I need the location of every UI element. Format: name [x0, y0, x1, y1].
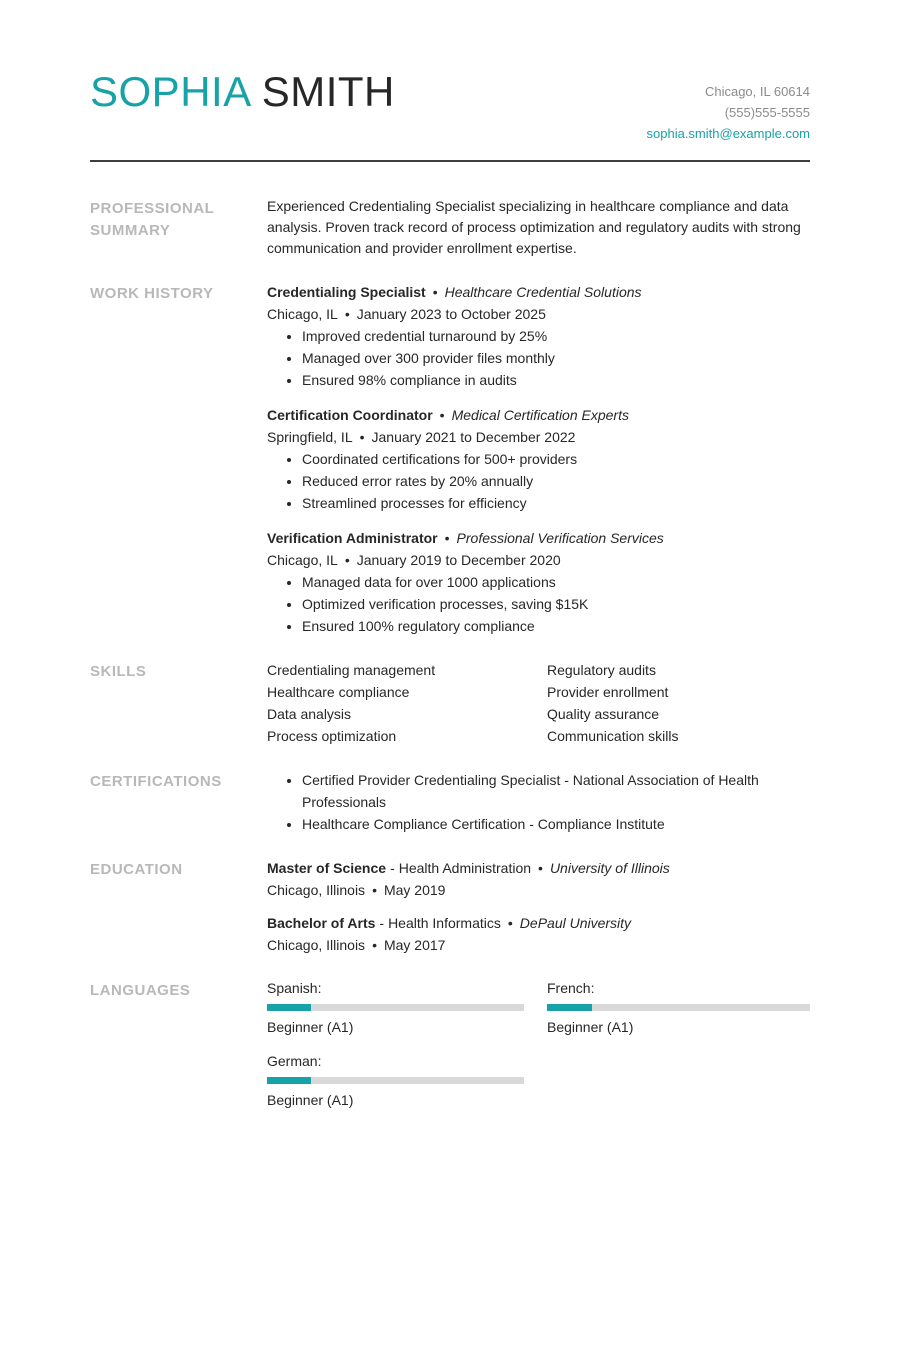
- degree-location: Chicago, Illinois: [267, 937, 366, 953]
- skills-column-1: [267, 659, 524, 747]
- language-level-text: Beginner (A1): [547, 1019, 634, 1035]
- first-name: SOPHIA: [90, 68, 252, 115]
- job-company: Medical Certification Experts: [451, 407, 629, 423]
- skill-item: Communication skills: [547, 728, 679, 744]
- language-entry: [267, 978, 524, 1037]
- job-location: Springfield, IL: [267, 429, 353, 445]
- degree-school: University of Illinois: [549, 860, 670, 876]
- dot-separator: •: [344, 552, 350, 568]
- job-bullet: • Reduced error rates by 20% annually: [302, 470, 810, 492]
- section-professional-summary: [90, 196, 810, 259]
- job-meta-line: [267, 426, 810, 448]
- skill-item: Healthcare compliance: [267, 684, 410, 700]
- dot-separator: •: [444, 530, 450, 546]
- job-entry: [267, 527, 810, 637]
- job-bullet: • Ensured 100% regulatory compliance: [302, 615, 810, 637]
- section-label-work-history: WORK HISTORY: [90, 285, 214, 302]
- job-bullet-list: [267, 448, 810, 514]
- job-company: Professional Verification Services: [456, 530, 664, 546]
- dash-separator: -: [390, 860, 395, 876]
- language-level-bar-fill: [267, 1004, 311, 1011]
- job-bullet: • Optimized verification processes, saving $15K: [302, 593, 810, 615]
- contact-email-link[interactable]: sophia.smith@example.com: [646, 126, 810, 141]
- language-name: German:: [267, 1053, 322, 1069]
- language-level-bar: [267, 1004, 524, 1011]
- degree-name: Master of Science: [267, 860, 387, 876]
- skill-item: Process optimization: [267, 728, 397, 744]
- job-dates: January 2021 to December 2022: [371, 429, 576, 445]
- job-entry: [267, 281, 810, 391]
- dot-separator: •: [344, 306, 350, 322]
- summary-text: Experienced Credentialing Specialist specializing in healthcare compliance and data analysis. Proven track record of process optimization and regulatory audits with strong communication and provider enrollment expertise.: [267, 198, 801, 256]
- language-level-bar: [547, 1004, 810, 1011]
- section-label-professional-summary: PROFESSIONAL SUMMARY: [90, 200, 215, 239]
- contact-location: Chicago, IL 60614: [704, 84, 810, 99]
- job-location: Chicago, IL: [267, 306, 338, 322]
- job-title-line: [267, 527, 810, 549]
- skill-item: Credentialing management: [267, 662, 436, 678]
- job-meta-line: [267, 549, 810, 571]
- section-certifications: [90, 769, 810, 835]
- job-title-line: [267, 404, 810, 426]
- education-entry: [267, 912, 810, 956]
- section-work-history: [90, 281, 810, 637]
- certification-item: • Healthcare Compliance Certification - Compliance Institute: [302, 813, 810, 835]
- certification-list: [267, 769, 810, 835]
- section-label-languages: LANGUAGES: [90, 982, 191, 999]
- section-label-skills: SKILLS: [90, 663, 147, 680]
- degree-field: Health Informatics: [388, 915, 501, 931]
- job-bullet: • Coordinated certifications for 500+ providers: [302, 448, 810, 470]
- contact-phone: (555)555-5555: [724, 105, 810, 120]
- job-title: Certification Coordinator: [267, 407, 433, 423]
- dot-separator: •: [538, 860, 543, 876]
- job-bullet: • Improved credential turnaround by 25%: [302, 325, 810, 347]
- education-entry: [267, 857, 810, 901]
- skill-item: Data analysis: [267, 706, 352, 722]
- dot-separator: •: [439, 407, 445, 423]
- language-level-text: Beginner (A1): [267, 1019, 354, 1035]
- degree-location: Chicago, Illinois: [267, 882, 366, 898]
- certification-item: • Certified Provider Credentialing Specialist - National Association of Health Professionals: [302, 769, 810, 813]
- language-level-bar: [267, 1077, 524, 1084]
- section-label-education: EDUCATION: [90, 861, 183, 878]
- job-bullet: • Streamlined processes for efficiency: [302, 492, 810, 514]
- section-languages: [90, 978, 810, 1110]
- degree-title-line: [267, 857, 810, 879]
- degree-meta-line: [267, 934, 810, 956]
- contact-info: [647, 68, 810, 144]
- dash-separator: -: [379, 915, 385, 931]
- degree-meta-line: [267, 879, 810, 901]
- job-company: Healthcare Credential Solutions: [444, 284, 642, 300]
- section-skills: [90, 659, 810, 747]
- job-bullet: • Managed data for over 1000 applications: [302, 571, 810, 593]
- job-entry: [267, 404, 810, 514]
- skill-item: Quality assurance: [547, 706, 660, 722]
- dot-separator: •: [359, 429, 365, 445]
- section-education: [90, 857, 810, 956]
- dot-separator: •: [432, 284, 438, 300]
- job-bullet-list: [267, 325, 810, 391]
- job-location: Chicago, IL: [267, 552, 338, 568]
- job-bullet-list: [267, 571, 810, 637]
- language-level-text: Beginner (A1): [267, 1092, 354, 1108]
- job-bullet: • Ensured 98% compliance in audits: [302, 369, 810, 391]
- dot-separator: •: [372, 882, 377, 898]
- job-dates: January 2023 to October 2025: [356, 306, 546, 322]
- language-level-bar-fill: [267, 1077, 311, 1084]
- degree-title-line: [267, 912, 810, 934]
- language-entry: [547, 978, 810, 1037]
- section-label-certifications: CERTIFICATIONS: [90, 773, 222, 790]
- job-title: Credentialing Specialist: [267, 284, 426, 300]
- language-entry: [267, 1051, 524, 1110]
- degree-name: Bachelor of Arts: [267, 915, 376, 931]
- skill-item: Provider enrollment: [547, 684, 669, 700]
- skills-grid: [267, 659, 810, 747]
- job-dates: January 2019 to December 2020: [356, 552, 561, 568]
- dot-separator: •: [507, 915, 513, 931]
- job-title-line: [267, 281, 810, 303]
- language-name: Spanish:: [267, 980, 322, 996]
- header-divider: [90, 160, 810, 162]
- skill-item: Regulatory audits: [547, 662, 656, 678]
- languages-grid: [267, 978, 810, 1110]
- degree-field: Health Administration: [398, 860, 532, 876]
- degree-date: May 2019: [383, 882, 446, 898]
- job-bullet: • Managed over 300 provider files monthly: [302, 347, 810, 369]
- language-name: French:: [547, 980, 595, 996]
- dot-separator: •: [372, 937, 377, 953]
- header: [90, 68, 810, 144]
- skills-column-2: [547, 659, 810, 747]
- job-title: Verification Administrator: [267, 530, 438, 546]
- candidate-name: [90, 68, 395, 116]
- last-name: SMITH: [261, 68, 395, 115]
- job-meta-line: [267, 303, 810, 325]
- degree-school: DePaul University: [519, 915, 632, 931]
- degree-date: May 2017: [383, 937, 446, 953]
- language-level-bar-fill: [547, 1004, 592, 1011]
